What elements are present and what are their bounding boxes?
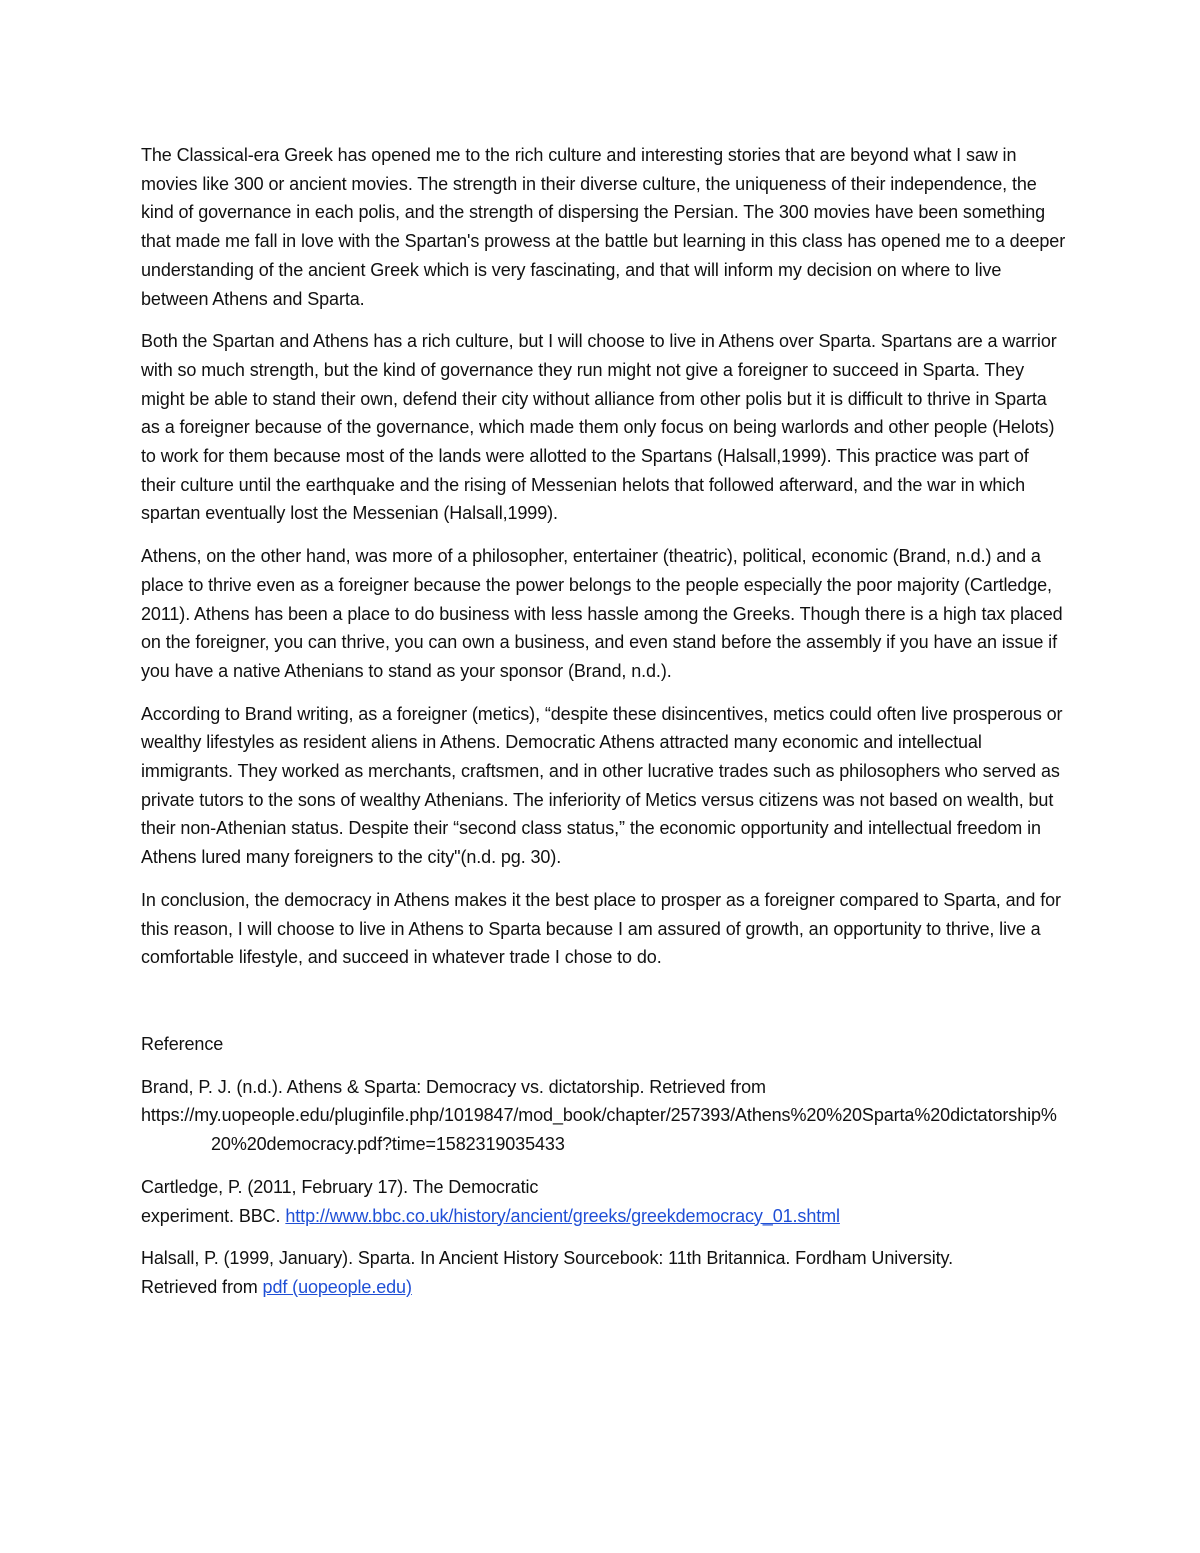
reference-entry-continuation-text: experiment. BBC. (141, 1205, 286, 1226)
body-paragraph-5: In conclusion, the democracy in Athens makes it the best place to prosper as a foreigner compared to Sparta, and for this reason, I will choose to live in Athens to Sparta because I am assured of growth, an opportunity to thrive, live a comfortable lifestyle, and succeed in whatever trade I chose to do. (141, 889, 1061, 968)
reference-entry-text: Cartledge, P. (2011, February 17). The Democratic (141, 1176, 539, 1197)
uopeople-pdf-link[interactable]: pdf (uopeople.edu) (262, 1276, 412, 1297)
reference-entry-cartledge (141, 1173, 1066, 1230)
reference-entry-text: Brand, P. J. (n.d.). Athens & Sparta: Democracy vs. dictatorship. Retrieved from (141, 1076, 766, 1097)
body-paragraph-2: Both the Spartan and Athens has a rich culture, but I will choose to live in Athens over Sparta. Spartans are a warrior with so much strength, but the kind of governance they run might not give a foreigner to succeed in Sparta. They might be able to stand their own, defend their city without alliance from other polis but it is difficult to thrive in Sparta as a foreigner because of the governance, which made them only focus on being warlords and other people (Helots) to work for them because most of the lands were allotted to the Spartans (Halsall,1999). This practice was part of their culture until the earthquake and the rising of Messenian helots that followed afterward, and the war in which spartan eventually lost the Messenian (Halsall,1999). (141, 331, 1057, 524)
reference-entry-continuation (141, 1273, 1066, 1302)
reference-entry-continuation-text: Retrieved from (141, 1276, 263, 1297)
reference-heading: Reference (141, 1033, 224, 1054)
reference-entry-continuation (141, 1202, 1066, 1231)
body-paragraph-3: Athens, on the other hand, was more of a philosopher, entertainer (theatric), political, economic (Brand, n.d.) and a place to thrive even as a foreigner because the power belongs to the people especially the poor majority (Cartledge, 2011). Athens has been a place to do business with less hassle among the Greeks. Though there is a high tax placed on the foreigner, you can thrive, you can own a business, and even stand before the assembly if you have an issue if you have a native Athenians to stand as your sponsor (Brand, n.d.). (141, 546, 1063, 681)
reference-entry-url: https://my.uopeople.edu/pluginfile.php/1019847/mod_book/chapter/257393/Athens%20%20Sparta%20dictatorship%20%20democracy.pdf?time=1582319035433 (141, 1105, 1057, 1155)
reference-entry-brand (141, 1073, 1066, 1159)
document-page (141, 141, 1066, 1316)
bbc-link[interactable]: http://www.bbc.co.uk/history/ancient/greeks/greekdemocracy_01.shtml (285, 1205, 840, 1226)
reference-entry-halsall (141, 1244, 1066, 1301)
reference-entry-text: Halsall, P. (1999, January). Sparta. In Ancient History Sourcebook: 11th Britannica. Fordham University. (141, 1248, 953, 1269)
body-paragraph-1: The Classical-era Greek has opened me to the rich culture and interesting stories that are beyond what I saw in movies like 300 or ancient movies. The strength in their diverse culture, the uniqueness of their independence, the kind of governance in each polis, and the strength of dispersing the Persian. The 300 movies have been something that made me fall in love with the Spartan's prowess at the battle but learning in this class has opened me to a deeper understanding of the ancient Greek which is very fascinating, and that will inform my decision on where to live between Athens and Sparta. (141, 145, 1066, 309)
body-paragraph-4: According to Brand writing, as a foreigner (metics), “despite these disincentives, metics could often live prosperous or wealthy lifestyles as resident aliens in Athens. Democratic Athens attracted many economic and intellectual immigrants. They worked as merchants, craftsmen, and in other lucrative trades such as philosophers who served as private tutors to the sons of wealthy Athenians. The inferiority of Metics versus citizens was not based on wealth, but their non-Athenian status. Despite their “second class status,” the economic opportunity and intellectual freedom in Athens lured many foreigners to the city"(n.d. pg. 30). (141, 703, 1063, 868)
